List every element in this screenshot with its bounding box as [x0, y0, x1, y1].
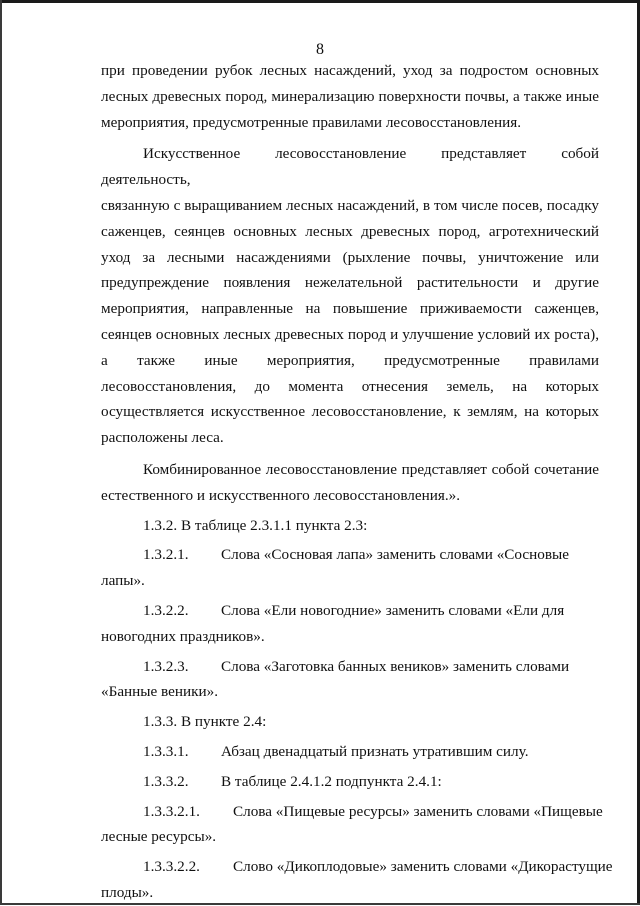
text-line: мероприятия, предусмотренные правилами лесовосстановления.	[101, 113, 521, 131]
item-text: Слова «Сосновая лапа» заменить словами «Сосновые	[221, 546, 569, 564]
document-body	[101, 58, 613, 906]
text-line: Комбинированное лесовосстановление представляет собой сочетание	[143, 460, 599, 478]
item-number: 1.3.2.2.	[143, 601, 189, 619]
item-text-continued: лесные ресурсы».	[101, 828, 217, 846]
item-number: 1.3.3.2.1.	[143, 802, 200, 820]
item-text-continued: новогодних праздников».	[101, 627, 265, 645]
item-text-continued: лапы».	[101, 572, 145, 590]
item-text: Слово «Дикоплодовые» заменить словами «Дикорастущие	[233, 858, 613, 876]
item-number: 1.3.3.2.2.	[143, 858, 200, 876]
text-line: а также иные мероприятия, предусмотренные правилами	[101, 351, 599, 369]
text-line: лесовосстановления, до момента отнесения земель, на которых	[101, 377, 599, 395]
item-1-3-2-1	[101, 542, 599, 594]
item-1-3-3-2-1	[101, 799, 603, 851]
item-number: 1.3.2.3.	[143, 657, 189, 675]
item-1-3-2: 1.3.2. В таблице 2.3.1.1 пункта 2.3:	[143, 516, 368, 534]
item-1-3-2-3	[101, 654, 599, 706]
scan-border-left	[0, 0, 2, 905]
text-line: осуществляется искусственное лесовосстановление, к землям, на которых	[101, 403, 599, 421]
item-number: 1.3.2.1.	[143, 546, 189, 564]
scan-border-top	[0, 0, 640, 3]
item-1-3-2-2	[101, 598, 599, 650]
item-text: В таблице 2.4.1.2 подпункта 2.4.1:	[221, 772, 442, 790]
paragraph-combined-reforestation	[101, 457, 599, 509]
item-1-3-3-1	[101, 739, 599, 765]
item-text-continued: «Банные веники».	[101, 683, 219, 701]
paragraph-continuation	[101, 58, 599, 135]
item-1-3-3: 1.3.3. В пункте 2.4:	[143, 713, 267, 731]
text-line: естественного и искусственного лесовосстановления.».	[101, 486, 461, 504]
item-1-3-3-2	[101, 769, 599, 795]
item-text: Слова «Пищевые ресурсы» заменить словами «Пищевые	[233, 802, 603, 820]
item-1-3-3-2-2	[101, 854, 613, 906]
item-number: 1.3.3.1.	[143, 742, 189, 760]
text-line: лесных древесных пород, минерализацию поверхности почвы, а также иные	[101, 87, 599, 105]
text-line: связанную с выращиванием лесных насаждений, в том числе посев, посадку	[101, 196, 599, 214]
item-text: Слова «Ели новогодние» заменить словами «Ели для	[221, 601, 565, 619]
item-number: 1.3.3.2.	[143, 772, 189, 790]
paragraph-artificial-reforestation	[101, 141, 599, 451]
item-text: Слова «Заготовка банных веников» заменить словами	[221, 657, 570, 675]
page-number: 8	[316, 41, 324, 58]
text-line: мероприятия, направленные на повышение приживаемости саженцев,	[101, 300, 599, 318]
text-line: расположены леса.	[101, 429, 224, 447]
text-line: сеянцев основных лесных древесных пород и улучшение условий их роста),	[101, 325, 599, 343]
text-line: предупреждение появления нежелательной растительности и другие	[101, 274, 599, 292]
text-line: Искусственное лесовосстановление представляет собой деятельность,	[101, 145, 599, 189]
text-line: уход за лесными насаждениями (рыхление почвы, уничтожение или	[101, 248, 599, 266]
item-text-continued: плоды».	[101, 883, 154, 901]
text-line: саженцев, сеянцев основных лесных древесных пород, агротехнический	[101, 222, 599, 240]
text-line: при проведении рубок лесных насаждений, уход за подростом основных	[101, 62, 599, 79]
item-text: Абзац двенадцатый признать утратившим силу.	[221, 742, 529, 760]
